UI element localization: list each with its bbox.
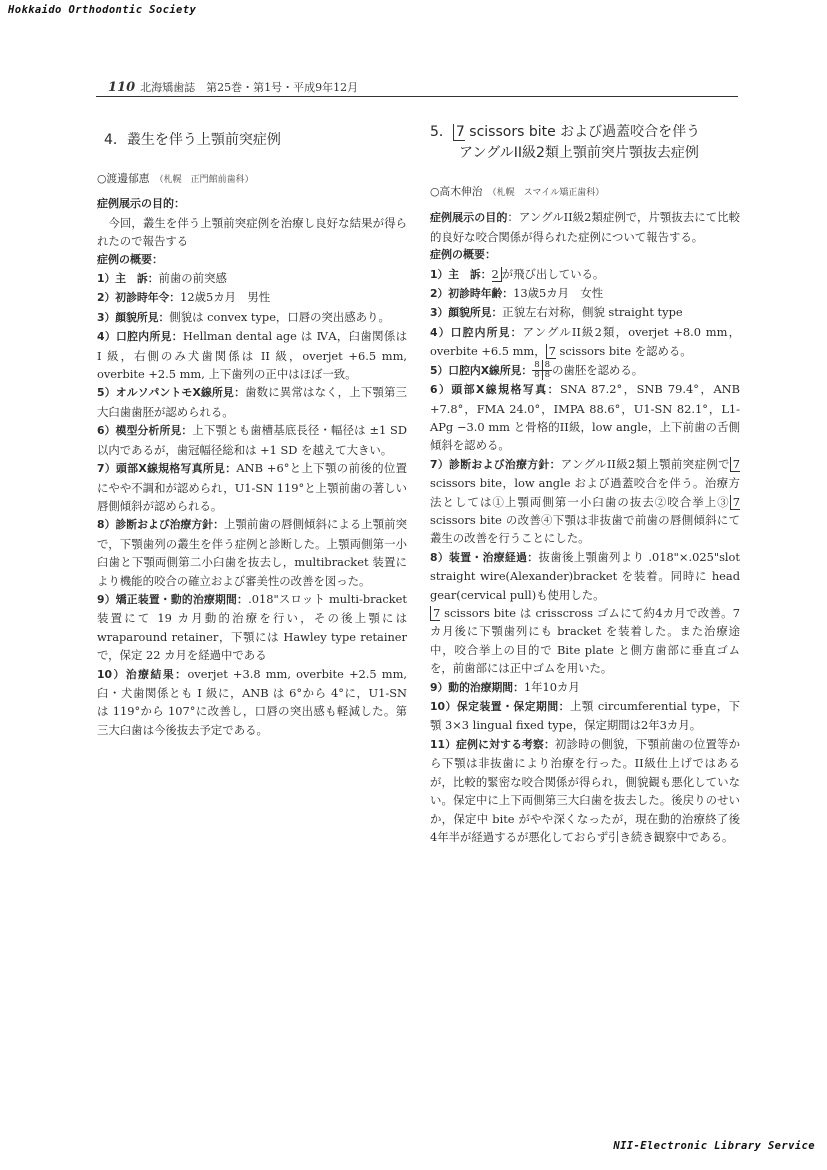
right-item-10: 10）保定装置・保定期間：上顎 circumferential type，下顎 3×3 lingual fixed type，保定期間は2年3カ月。 [430,699,740,733]
item-heading: 3）顔貌所見： [97,310,170,324]
item-heading: 2）初診時年令： [97,291,181,305]
item-heading: 4）口腔内所見： [97,330,183,344]
item-text: ANB +6°と上下顎の前後的位置にやや不調和が認められ，U1-SN 119°と上顎前歯の著しい唇側傾斜が認められる。 [97,461,407,513]
right-item-5: 5）口腔内X線所見： $\frac{8 8}{8 8}$ の歯胚を認める。 [430,360,644,381]
right-author: ○高木伸治 [430,185,483,198]
item-text: Hellman dental age は ⅣA，臼歯関係は I 級，右側のみ犬歯関係は II 級，overjet +6.5 mm, overbite +2.5 mm, 上下歯列の正中はほぼ一致。 [97,329,407,382]
left-item [97,421,407,459]
left-column [97,122,407,739]
running-header [108,79,358,95]
journal-info: 北海矯歯誌 第25巻・第1号・平成9年12月 [140,81,359,94]
left-summary-heading: 症例の概要： [97,252,163,266]
left-title: 4．叢生を伴う上顎前突症例 [104,132,281,148]
item-text: 12歳5カ月 男性 [180,290,271,305]
right-title [430,122,740,164]
left-author: ○渡邊郁恵 [97,172,150,185]
right-item-11: 11）症例に対する考察：初診時の側貌，下顎前歯の位置等から下顎は非抜歯により治療を行った。II級仕上げではあるが，比較的緊密な咬合関係が得られ，側貌観も悪化していない。保定中に上下両側第三大臼歯を抜去した。後戻りのせいか，保定中 bite がやや深くなったが，現在動的治療終了後4年半が経過するが悪化しておらず引き続き観察中である。 [430,736,740,844]
tooth-notation: 7 [730,495,740,510]
left-item [97,269,407,288]
right-title-line2: アングルII級2類上顎前突片顎抜去症例 [459,145,699,161]
right-title-tooth: 7 [453,124,465,141]
item-heading: 6）模型分析所見： [97,424,193,438]
left-author-line [97,170,407,189]
right-purpose-text: ：アングルII級2類症例で，片顎抜去にて比較的良好な咬合関係が得られた症例について報告する。 [430,210,741,244]
item-text: 上下顎とも歯槽基底長径・幅径は ±1 SD 以内であるが，歯冠幅径総和は +1 SD を越えて大きい。 [97,423,407,457]
left-purpose-heading: 症例展示の目的： [97,197,185,211]
right-purpose-heading: 症例展示の目的 [430,211,508,225]
left-item [97,590,407,665]
right-item-7: 7）診断および治療方針：アングルII級2類上顎前突症例で 7 scissors bite，low angle および過蓋咬合を伴う。治療方法としては①上顎両側第一小臼歯の抜去②咬合挙上③ 7 scissors bite の改善④下顎は非抜歯で前歯の唇側傾斜にて叢生の改善を行うことにした。 [430,456,740,546]
right-title-number: 5． [430,124,453,140]
tooth-chart: $\frac{8 8}{8 8}$ [534,360,551,381]
item-text: overjet +3.8 mm, overbite +2.5 mm, 臼・犬歯関係とも I 級に，ANB は 6°から 4°に，U1-SN は 119°から 107°に改善し，口唇の突出感も軽減した。第三大臼歯は今後抜去予定である。 [97,666,407,737]
item-text: 上顎前歯の唇側傾斜による上顎前突で，下顎歯列の叢生を伴う症例と診断した。上顎両側第一小臼歯と下顎両側第二小臼歯を抜去し，multibracket 装置により機能的咬合の確立および審美性の改善を図った。 [97,517,407,588]
right-item-9: 9）動的治療期間：1年10カ月 [430,679,580,694]
right-author-line [430,183,740,202]
right-item-4: 4）口腔内所見：アングルII級2類，overjet +8.0 mm，overbite +6.5 mm， 7 scissors bite を認める。 [430,324,740,359]
left-item [97,665,407,740]
item-heading: 8）診断および治療方針： [97,518,224,532]
right-item-1: 1）主 訴：2 が飛び出している。 [430,266,605,281]
page-number: 110 [108,80,136,95]
right-item-2: 2）初診時年齢：13歳5カ月 女性 [430,286,604,301]
right-affiliation: （札幌 スマイル矯正歯科） [487,188,605,198]
left-item [97,515,407,590]
item-heading: 7）頭部X線規格写真所見： [97,462,237,476]
tooth-notation: 2 [492,267,502,282]
right-item-3: 3）顔貌所見：正貌左右対称，側貌 straight type [430,305,683,320]
item-text: .018"スロット multi-bracket 装置にて 19 カ月動的治療を行い，その後上顎には wraparound retainer，下顎には Hawley type retainer で，保定 22 カ月を経過中である [97,591,407,663]
right-item-6: 6）頭部X線規格写真：SNA 87.2°，SNB 79.4°，ANB +7.8°，FMA 24.0°，IMPA 88.6°，U1-SN 82.1°，L1-APg −3.0 mm と骨格的II級，low angle，上下前歯の舌側傾斜を認める。 [430,382,741,453]
left-item [97,383,407,421]
item-heading: 1）主 訴： [97,272,159,286]
left-item [97,308,407,327]
right-summary-heading: 症例の概要： [430,248,496,262]
left-affiliation: （札幌 正門館前歯科） [154,175,254,185]
header-rule [96,96,738,97]
tooth-notation: 7 [546,344,556,359]
left-item [97,288,407,307]
left-item [97,327,407,383]
right-column [430,122,740,846]
right-item-8: 8）装置・治療経過：抜歯後上顎歯列より .018"×.025"slot straight wire(Alexander)bracket を装着。同時に head gear(cervical pull)も使用した。 7 scissors bite は crisscross ゴムにて約4カ月で改善。7カ月後に下顎歯列にも bracket を装着した。また治療途中，咬合挙上の目的で Bite plate と側方歯部に垂直ゴムを，前歯部には正中ゴムを用いた。 [430,549,740,676]
item-text: 歯数に異常はなく，上下顎第三大臼歯歯胚が認められる。 [97,385,407,419]
item-heading: 10）治療結果： [97,667,188,681]
right-purpose [430,208,740,246]
left-items [97,269,407,739]
item-text: 前歯の前突感 [158,271,227,286]
left-purpose-text: 今回，叢生を伴う上顎前突症例を治療し良好な結果が得られたので報告する [97,215,407,249]
right-title-line1: scissors bite および過蓋咬合を伴う [464,124,701,140]
left-item [97,459,407,515]
item-heading: 5）オルソパントモX線所見： [97,386,246,400]
society-header: Hokkaido Orthodontic Society [8,4,197,16]
tooth-notation: 7 [430,606,440,621]
item-heading: 9）矯正装置・動的治療期間： [97,592,249,606]
tooth-notation: 7 [730,457,740,472]
nii-footer: NII-Electronic Library Service [613,1140,815,1152]
item-text: 側貌は convex type，口唇の突出感あり。 [169,309,390,324]
